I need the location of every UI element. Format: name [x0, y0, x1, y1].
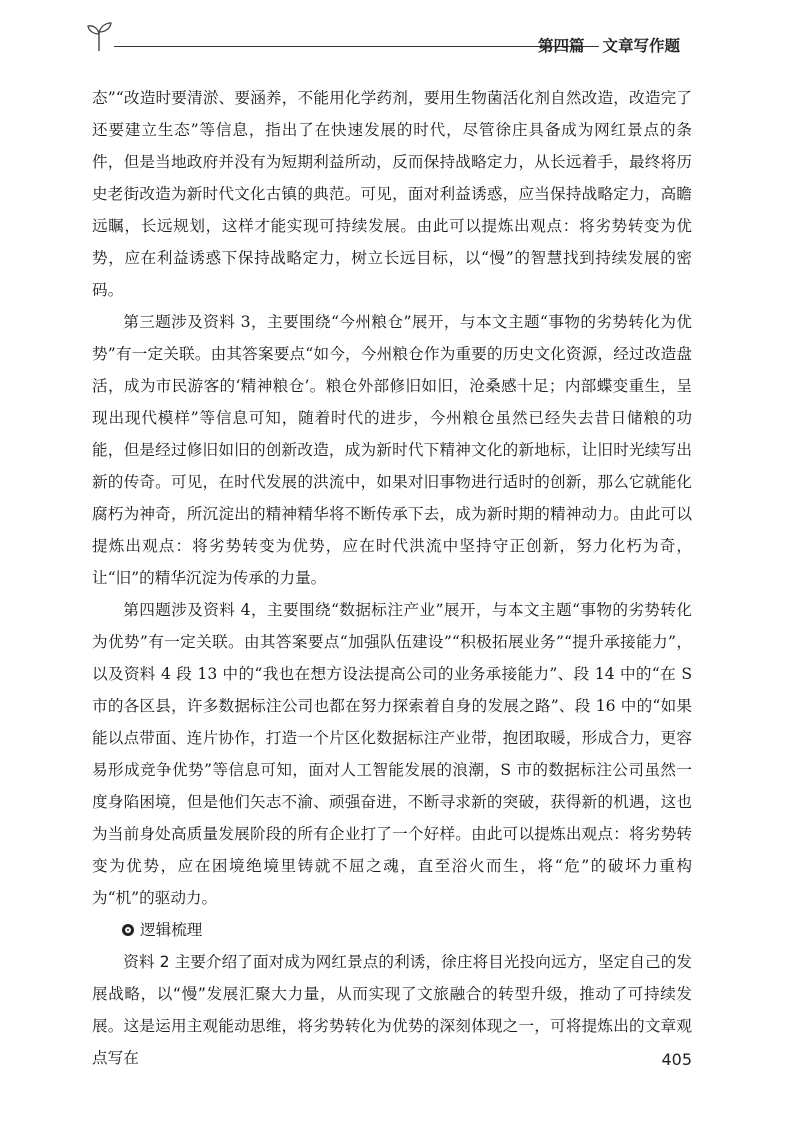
paragraph-1: 态”“改造时要清淤、要涵养，不能用化学药剂，要用生物菌活化剂自然改造，改造完了还要建立生态”等信息，指出了在快速发展的时代，尽管徐庄具备成为网红景点的条件，但是当地政府并没有为短期利益所动，反而保持战略定力，从长远着手，最终将历史老街改造为新时代文化古镇的典范。可见，面对利益诱惑，应当保持战略定力，高瞻远瞩，长远规划，这样才能实现可持续发展。由此可以提炼出观点：将劣势转变为优势，应在利益诱惑下保持战略定力，树立长远目标，以“慢”的智慧找到持续发展的密码。	[92, 89, 692, 299]
header-part: 第四篇	[538, 37, 585, 55]
page-number: 405	[661, 1050, 692, 1069]
logic-paragraph: 资料 2 主要介绍了面对成为网红景点的利诱，徐庄将目光投向远方，坚定自己的发展战略，以“慢”发展汇聚大力量，从而实现了文旅融合的转型升级，推动了可持续发展。这是运用主观能动思维，将劣势转化为优势的深刻体现之一，可将提炼出的文章观点写在	[92, 953, 692, 1067]
header-title	[538, 34, 680, 56]
bullet-icon	[122, 924, 134, 936]
paragraph-2: 第三题涉及资料 3，主要围绕“今州粮仓”展开，与本文主题“事物的劣势转化为优势”有一定关联。由其答案要点“如今，今州粮仓作为重要的历史文化资源，经过改造盘活，成为市民游客的‘精神粮仓’。粮仓外部修旧如旧，沧桑感十足；内部蝶变重生，呈现出现代模样”等信息可知，随着时代的进步，今州粮仓虽然已经失去昔日储粮的功能，但是经过修旧如旧的创新改造，成为新时代下精神文化的新地标，让旧时光续写出新的传奇。可见，在时代发展的洪流中，如果对旧事物进行适时的创新，那么它就能化腐朽为神奇，所沉淀出的精神精华将不断传承下去，成为新时期的精神动力。由此可以提炼出观点：将劣势转变为优势，应在时代洪流中坚持守正创新，努力化朽为奇，让“旧”的精华沉淀为传承的力量。	[92, 313, 692, 587]
section-heading-text: 逻辑梳理	[140, 921, 203, 939]
header-rule	[114, 46, 599, 47]
header-section-title: 文章写作题	[602, 37, 681, 55]
section-heading	[92, 914, 692, 946]
page-body	[92, 82, 692, 1074]
running-header	[86, 18, 692, 55]
paragraph-3: 第四题涉及资料 4，主要围绕“数据标注产业”展开，与本文主题“事物的劣势转化为优势”有一定关联。由其答案要点“加强队伍建设”“积极拓展业务”“提升承接能力”，以及资料 4 段 13 中的“我也在想方设法提高公司的业务承接能力”、段 14 中的“在 S 市的各区县，许多数据标注公司也都在努力探索着自身的发展之路”、段 16 中的“如果能以点带面、连片协作，打造一个片区化数据标注产业带，抱团取暖，形成合力，更容易形成竞争优势”等信息可知，面对人工智能发展的浪潮，S 市的数据标注公司虽然一度身陷困境，但是他们矢志不渝、顽强奋进，不断寻求新的突破，获得新的机遇，这也为当前身处高质量发展阶段的所有企业打了一个好样。由此可以提炼出观点：将劣势转变为优势，应在困境绝境里铸就不屈之魂，直至浴火而生，将“危”的破坏力重构为“机”的驱动力。	[92, 601, 692, 907]
sprout-icon	[86, 18, 112, 52]
